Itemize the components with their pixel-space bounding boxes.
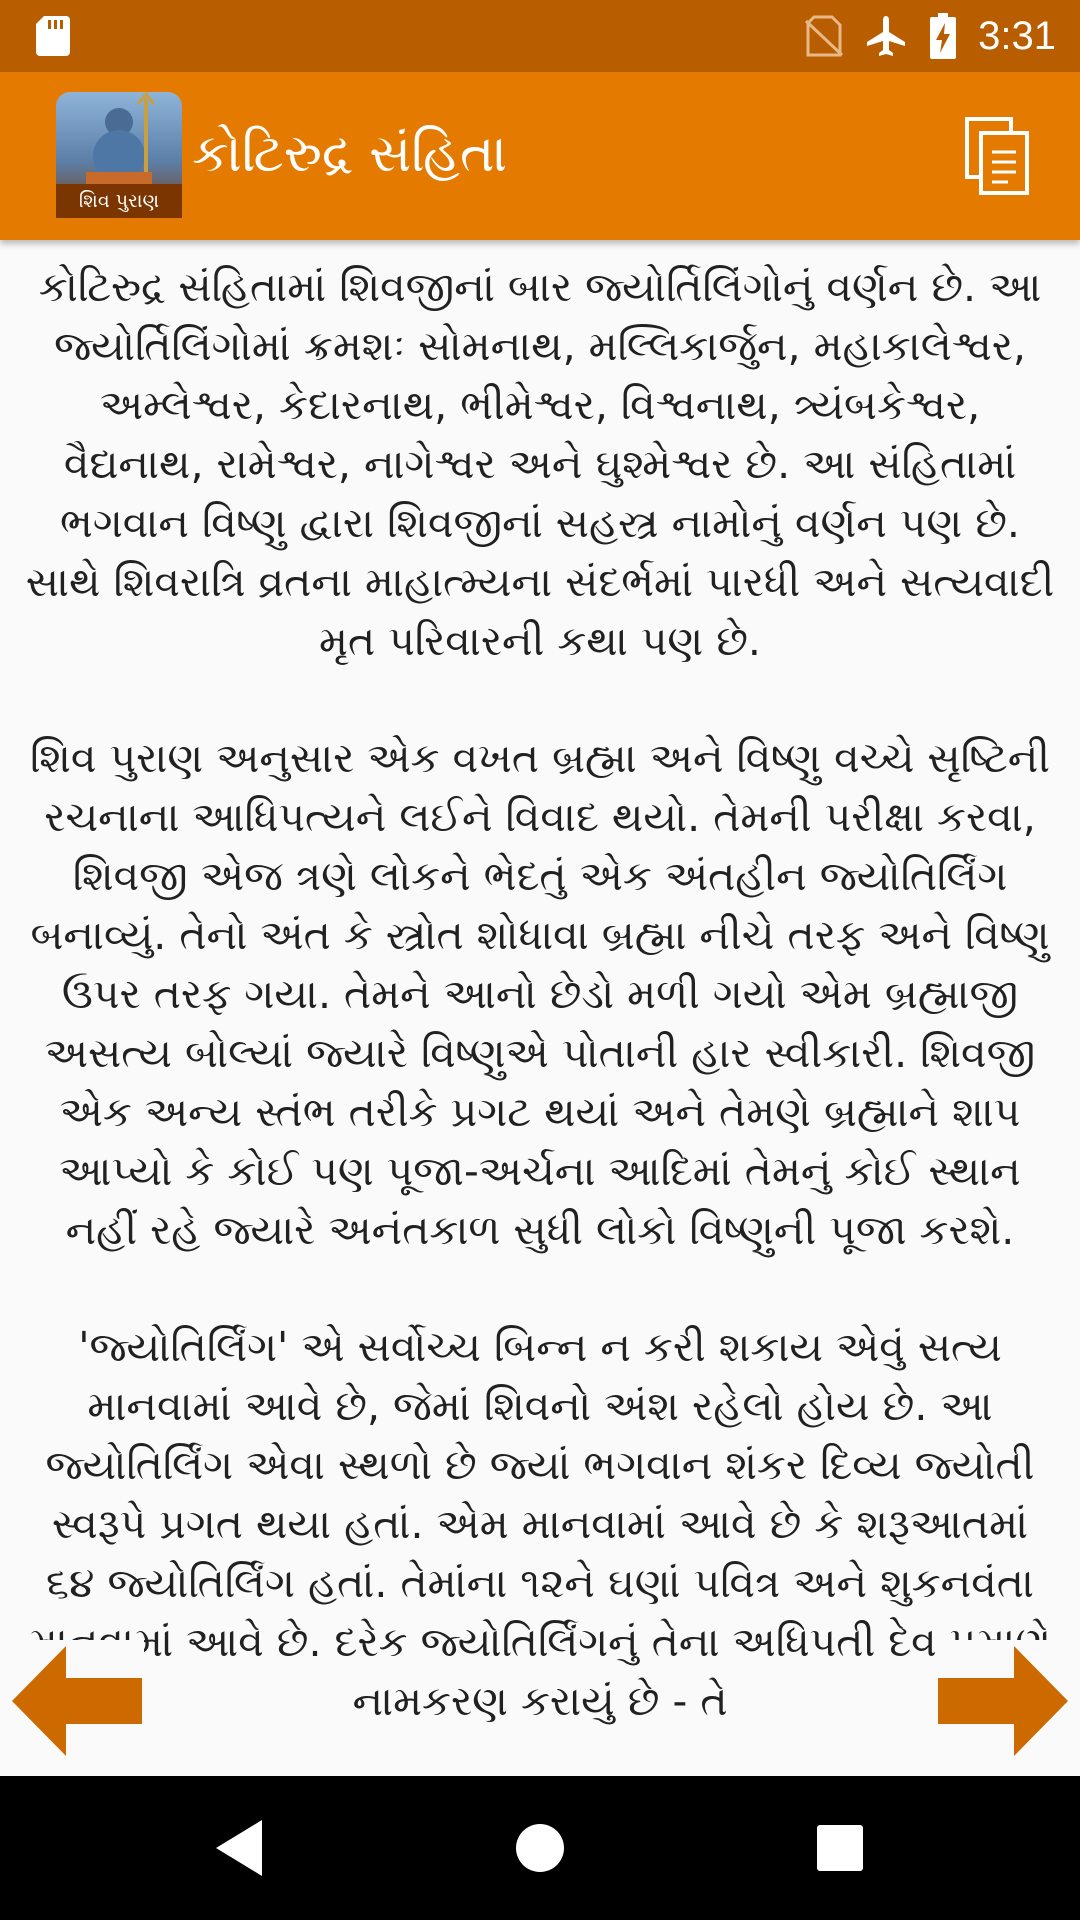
paragraph: શિવ પુરાણ અનુસાર એક વખત બ્રહ્મા અને વિષ્ણુ વચ્ચે સૃષ્ટિની રચનાના આધિપત્યને લઈને વિવાદ થયો. તેમની પરીક્ષા કરવા, શિવજી એજ ત્રણે લોકને ભેદતું એક અંતહીન જ્યોતિર્લિંગ બનાવ્યું. તેનો અંત કે સ્ત્રોત શોધાવા બ્રહ્મા નીચે તરફ અને વિષ્ણુ ઉપર તરફ ગયા. તેમને આનો છેડો મળી ગયો એમ બ્રહ્માજી અસત્ય બોલ્યાં જ્યારે વિષ્ણુએ પોતાની હાર સ્વીકારી. શિવજી એક અન્ય સ્તંભ તરીકે પ્રગટ થયાં અને તેમણે બ્રહ્માને શાપ આપ્યો કે કોઈ પણ પૂજા-અર્ચના આદિમાં તેમનું કોઈ સ્થાન નહીં રહે જ્યારે અનંતકાળ સુધી લોકો વિષ્ણુની પૂજા કરશે. — [30, 734, 1050, 1254]
app-logo — [56, 92, 182, 218]
status-time: 3:31 — [978, 13, 1056, 58]
app-bar — [0, 72, 1080, 240]
status-bar — [0, 0, 1080, 72]
shiva-image-icon — [56, 92, 182, 184]
recents-icon[interactable] — [804, 1812, 876, 1884]
system-nav-bar — [0, 1776, 1080, 1920]
logo-caption: શિવ પુરાણ — [56, 184, 182, 218]
battery-charging-icon — [930, 13, 956, 59]
back-icon[interactable] — [204, 1812, 276, 1884]
home-icon[interactable] — [504, 1812, 576, 1884]
copy-icon[interactable] — [964, 116, 1030, 196]
airplane-icon — [864, 14, 908, 58]
paragraph: કોટિરુદ્ર સંહિતામાં શિવજીનાં બાર જ્યોર્તિલિંગોનું વર્ણન છે. આ જ્યોર્તિલિંગોમાં ક્રમશઃ સોમનાથ, મલ્લિકાર્જુન, મહાકાલેશ્વર, અમ્લેશ્વર, કેદારનાથ, ભીમેશ્વર, વિશ્વનાથ, ત્ર્યંબકેશ્વર, વૈદ્યનાથ, રામેશ્વર, નાગેશ્વર અને ઘુશ્મેશ્વર છે. આ સંહિતામાં ભગવાન વિષ્ણુ દ્વારા શિવજીનાં સહસ્ત્ર નામોનું વર્ણન પણ છે. સાથે શિવરાત્રિ વ્રતના માહાત્મ્યના સંદર્ભમાં પારધી અને સત્યવાદી મૃત પરિવારની કથા પણ છે. — [25, 263, 1055, 665]
arrow-left-icon[interactable] — [8, 1640, 144, 1762]
page-title: કોટિરુદ્ર સંહિતા — [192, 124, 508, 184]
sd-card-icon — [36, 16, 70, 56]
arrow-right-icon[interactable] — [936, 1640, 1072, 1762]
paragraph: 'જ્યોતિર્લિંગ' એ સર્વોચ્ચ બિન્ન ન કરી શકાય એવું સત્ય માનવામાં આવે છે, જેમાં શિવનો અંશ રહેલો હોય છે. આ જ્યોતિર્લિંગ એવા સ્થળો છે જ્યાં ભગવાન શંકર દિવ્ય જ્યોતી સ્વરૂપે પ્રગત થયા હતાં. એમ માનવામાં આવે છે કે શરૂઆતમાં ૬૪ જ્યોતિર્લિંગ હતાં. તેમાંના ૧૨ને ઘણાં પવિત્ર અને શુકનવંતા માનવામાં આવે છે. દરેક જ્યોતિર્લિંગનું તેના અધિપતી દેવ પ્રમાણે નામકરણ કરાયું છે - તે — [28, 1323, 1052, 1725]
no-sim-icon — [806, 15, 842, 57]
article-content[interactable] — [0, 240, 1080, 1725]
